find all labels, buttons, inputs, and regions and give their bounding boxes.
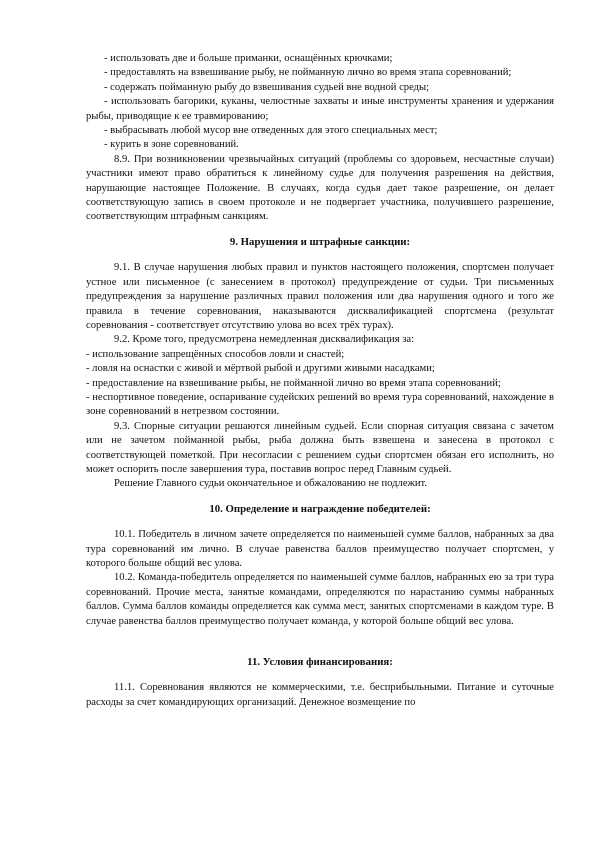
paragraph-final-decision: Решение Главного судьи окончательное и обжалованию не подлежит. <box>114 478 427 490</box>
paragraph-11-1: 11.1. Соревнования являются не коммерческими, т.е. бесприбыльными. Питание и суточные расходы за счет командирующих организаций. Денежное возмещение по <box>86 682 554 708</box>
rule-item-keep-fish-water: - содержать пойманную рыбу до взвешивания судьей вне водной среды; <box>104 81 430 93</box>
paragraph-10-1: 10.1. Победитель в личном зачете определяется по наименьшей сумме баллов, набранных за два тура соревнований им лично. В случае равенства баллов преимущество получает спортсмен, у которого больше общий вес улова. <box>86 529 554 569</box>
rule-item-tools: - использовать багорики, куканы, челюстные захваты и иные инструменты хранения и удержания рыбы, приводящие к ее травмированию; <box>86 96 554 122</box>
dq-item-not-own-fish: - предоставление на взвешивание рыбы, не пойманной лично во время этапа соревнований; <box>86 377 501 389</box>
dq-item-behavior: - неспортивное поведение, оспаривание судейских решений во время тура соревнований, нахождение в зоне соревнований в нетрезвом состоянии. <box>86 391 554 418</box>
paragraph-10-2: 10.2. Команда-победитель определяется по наименьшей сумме баллов, набранных ею за три тура соревнований. Прочие места, занятые командами, определяются по нарастанию суммы набранных баллов. Сумма баллов команды определяется как сумма мест, занятых спортсменами в каждом туре. В случае равенства баллов преимущество получает команда, у которой больше общий вес улова. <box>86 572 554 627</box>
paragraph-9-3: 9.3. Спорные ситуации решаются линейным судьей. Если спорная ситуация связана с зачетом или не зачетом пойманной рыбы, рыба должна быть взвешена и занесена в протокол с соответствующей пометкой. При несогласии с решением судьи спортсмен обязан его исполнить, но может оспорить после завершения тура, поставив вопрос перед Главным судьей. <box>86 420 554 475</box>
section-heading-11: 11. Условия финансирования: <box>247 656 393 669</box>
dq-item-forbidden-methods: - использование запрещённых способов ловли и снастей; <box>86 348 345 360</box>
section-heading-10: 10. Определение и награждение победителей: <box>209 502 431 515</box>
rule-item-litter: - выбрасывать любой мусор вне отведенных для этого специальных мест; <box>104 125 438 137</box>
rule-item-two-lures: - использовать две и больше приманки, оснащённых крючками; <box>104 53 393 64</box>
section-heading-9: 9. Нарушения и штрафные санкции: <box>229 235 411 248</box>
rule-item-not-own-fish: - предоставлять на взвешивание рыбу, не пойманную лично во время этапа соревнований; <box>104 67 512 79</box>
paragraph-9-2: 9.2. Кроме того, предусмотрена немедленная дисквалификация за: <box>114 334 415 346</box>
paragraph-8-9: 8.9. При возникновении чрезвычайных ситуаций (проблемы со здоровьем, несчастные случаи) участники имеют право обратиться к линейному судье для получения разрешения на действия, нарушающие настоящее Положение. В случаях, когда судья дает такое разрешение, он делает соответствующую запись в своем протоколе и не подвергает участника, получившего разрешение, соответствующим штрафным санкциям. <box>86 153 554 223</box>
dq-item-live-bait: - ловля на оснастки с живой и мёртвой рыбой и другими живыми насадками; <box>86 363 435 375</box>
document-page <box>86 52 554 710</box>
rule-item-smoking: - курить в зоне соревнований. <box>104 139 239 151</box>
paragraph-9-1: 9.1. В случае нарушения любых правил и пунктов настоящего положения, спортсмен получает устное или письменное (с занесением в протокол) предупреждение от судьи. Три письменных предупреждения за нарушение различных правил положения или два нарушения одного и того же правила в течение соревнования, наказываются дисквалификацией спортсмена (результат соревнования - соответствует отсутствию улова во всех трёх турах). <box>86 262 554 331</box>
